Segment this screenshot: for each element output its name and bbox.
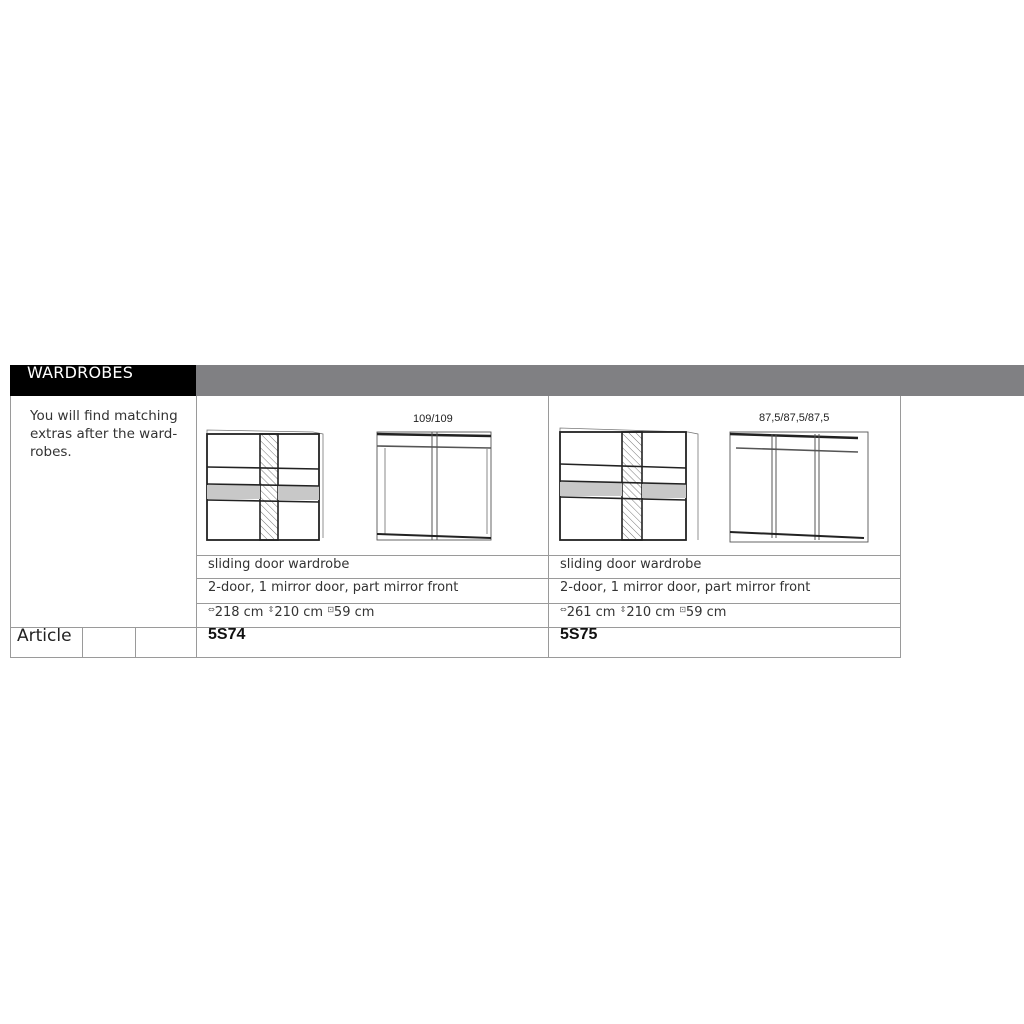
product-dimensions: [560, 605, 726, 620]
door-widths-label: 109/109: [413, 413, 453, 425]
depth-icon: ⊡: [327, 605, 334, 614]
height-icon: ⇕: [267, 605, 275, 614]
divider: [135, 627, 136, 657]
divider: [10, 657, 901, 658]
divider: [10, 396, 11, 657]
note-line: extras after the ward-: [30, 426, 178, 442]
divider: [10, 627, 901, 628]
width-value: 218 cm: [214, 605, 264, 620]
wardrobe-front-drawing: [558, 426, 703, 548]
note-line: robes.: [30, 444, 72, 460]
note-line: You will find matching: [30, 408, 178, 424]
section-header: [10, 365, 196, 396]
divider: [196, 396, 197, 657]
wardrobe-interior-drawing: [375, 428, 500, 546]
depth-value: 59 cm: [685, 605, 727, 620]
article-number[interactable]: 5S74: [208, 626, 246, 643]
note-text: [30, 407, 190, 461]
wardrobe-interior-drawing: [728, 426, 873, 548]
product-type: sliding door wardrobe: [560, 557, 702, 572]
height-icon: ⇕: [619, 605, 627, 614]
divider: [196, 578, 901, 579]
product-type: sliding door wardrobe: [208, 557, 350, 572]
width-value: 261 cm: [566, 605, 616, 620]
divider: [82, 627, 83, 657]
height-value: 210 cm: [274, 605, 324, 620]
depth-value: 59 cm: [333, 605, 375, 620]
width-icon: ⇔: [208, 605, 215, 614]
product-description: 2-door, 1 mirror door, part mirror front: [208, 580, 459, 595]
divider: [900, 396, 901, 657]
divider: [196, 555, 901, 556]
divider: [548, 396, 549, 657]
wardrobe-front-drawing: [205, 428, 330, 546]
depth-icon: ⊡: [679, 605, 686, 614]
width-icon: ⇔: [560, 605, 567, 614]
door-widths-label: 87,5/87,5/87,5: [759, 412, 830, 424]
height-value: 210 cm: [626, 605, 676, 620]
product-dimensions: [208, 605, 374, 620]
header-bar: [196, 365, 1024, 396]
article-label: Article: [17, 626, 72, 646]
section-title: WARDROBES: [27, 363, 134, 382]
product-description: 2-door, 1 mirror door, part mirror front: [560, 580, 811, 595]
divider: [196, 603, 901, 604]
article-number[interactable]: 5S75: [560, 626, 598, 643]
